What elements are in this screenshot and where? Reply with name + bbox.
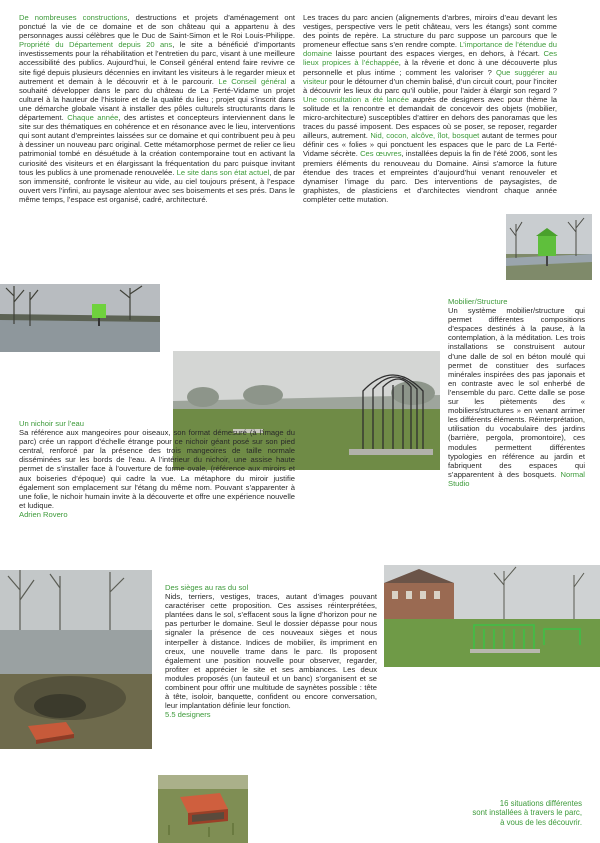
text-run: Les traces du parc ancien (alignements d’arbres, miroirs d’eau devant les vestiges, perspective vers le petit château, vers les étangs) sont comme des points de repère. La structure du parc suppose un parcours que le promeneur effectue sans s’en rendre compte. (303, 13, 557, 50)
nichoir-body: Sa référence aux mangeoires pour oiseaux, son format démesuré (à l’image du parc) crée un rapport d’échelle étrange pour ce nichoir géant posé sur son pied central, renforcé par la présence des trois mangeoires de taille normale disséminées sur les bords de l’eau. A l’intérieur du nichoir, une assise haute permet de s’installer face à l’ouverture de forme ovale, (référence aux miroirs et aux boiseries d’époque) qui cadre la vue. La métaphore du miroir justifie également son emplacement sur l’étang du même nom. Pouvant s’apparenter à une folie, le nichoir humain invite à la découverte et offre une expérience nouvelle et ludique. (19, 428, 295, 510)
sieges-title: Des sièges au ras du sol (165, 583, 249, 592)
text-run: autant de termes pour définir ces « folies » qui ponctuent les espaces que le parc de La Ferté-Vidame sécrète. (303, 131, 558, 159)
sieges-author: 5.5 designers (165, 710, 211, 720)
highlight-phrase: Le site dans son état actuel (176, 167, 270, 177)
highlight-phrase: Chaque année (67, 113, 119, 123)
highlight-phrase: L’importance de l’étendue du domaine (303, 40, 557, 59)
highlight-phrase: Le Conseil général (218, 76, 287, 86)
nichoir-author: Adrien Rovero (19, 509, 68, 519)
text-run: , le site a bénéficié d’importants investissements pour la réhabilitation et l’entretien du parc, visant à une meilleure accessibilité des publics. Aujourd’hui, le Conseil général entend faire revivre ce site figé depuis plusieurs décennies en invitant les visiteurs à le regarder mieux et autrement et demain à le découvrir et à le parcourir. (19, 40, 295, 86)
text-run: , de par son immensité, confronte le visiteur au vide, au ciel toujours présent, à l’espace ouvert vers l’infini, au paysage alentour avec ses boisements et ses prés. Dans le même temps, l’espace est organisé, cadré, architecturé. (19, 167, 295, 204)
highlight-phrase: Que suggérer au visiteur (303, 67, 557, 86)
text-run: a souhaité développer dans le parc du château de La Ferté-Vidame un projet culturel à la hauteur de l’histoire et de la qualité du lieu ; projet qui s’inscrit dans une démarche globale visant à installer des pôles culturels structurants dans le département. (19, 76, 296, 123)
highlight-phrase: De nombreuses constructions (19, 13, 128, 22)
sieges-body: Nids, terriers, vestiges, traces, autant d’images pouvant caractériser cette proposition. Ces assises réinterprétées, plantées dans le sol, s’effacent sous la ligne d’horizon pour ne pas perturber le domaine. Seul le dossier dépasse pour nous signaler la présence de ces nouveaux sièges et nous interpeller à distance. Indices de mobilier, ils impriment en creux, une nouvelle trame dans le parc. Ils proposent également une position nouvelle pour observer, regarder, profiter et apprécier le site et ses ambiances. Les deux modules proposés (un fauteuil et un banc) s’organisent et se combinent pour offrir une multitude de saynètes possible : tête à tête, isoloir, banquette, confident ou encore conversation, leur implantation définie leur fonction. (165, 592, 377, 711)
text-run: pour le détourner d’un chemin balisé, d’un circuit court, pour l’inciter à découvrir les lieux du parc qu’il oublie, pour l’aider à élargir son regard ? (303, 76, 557, 95)
footer-note (472, 799, 582, 827)
text-run: laisse pourtant des espaces vierges, en dehors, à l’écart. (332, 49, 544, 59)
photo-structure-chateau (384, 565, 600, 667)
text-run: auprès de designers avec pour thème la solitude et la rencontre et demandait de concevoir des objets (mobilier, micro-architecture) susceptibles d’attirer en dehors des panoramas que les traces du passé imposent. Des espaces où se poser, se reposer, regarder ailleurs, autrement. (303, 94, 557, 141)
text-run: , à la rêverie et donc à une découverte plus personnelle et plus intime ; comment les valoriser ? (303, 58, 557, 77)
text-run: , destructions et projets d’aménagement ont ponctué la vie de ce domaine et de son château qui a appartenu à des personnages aussi célèbres que le Duc de Saint-Simon et le Roi Louis-Philippe. (19, 13, 295, 41)
mobilier-title: Mobilier/Structure (448, 297, 508, 306)
intro-column-left (19, 13, 295, 204)
footer-note-line: sont installées à travers le parc, (472, 808, 582, 818)
mobilier-author: Normal Studio (448, 469, 585, 488)
photo-nichoir-pond (0, 284, 160, 352)
text-run: , installées depuis la fin de l’été 2006, sont les premiers éléments du renouveau du Domaine. Ainsi s’amorce la future étendue des traces et empreintes d’aujourd’hui venant renouveler et dynamiser l’image du parc. Des interventions de paysagistes, de graphistes, de plasticiens et d’architectes viendront chaque année compléter cette mutation. (303, 149, 557, 204)
mobilier-body: Un système mobilier/structure qui permet différentes compositions d’espaces destinés à la pause, à la contemplation, à la méditation. Les trois installations se construisent autour d’une dalle de sol en béton moulé qui permet de constituer des surfaces minérales inspirées des pas japonais et en contraste avec le sol enherbé de l’ensemble du parc. Cette dalle se pose sur les piètements des « mobiliers/structures » en venant arrimer les différents éléments. Réinterprétation, utilisation du vocabulaire des jardins (barrière, pergola, promontoire), ces modules permettent différentes typologies en référence au jardin et fabriquent des espaces qui s’apparentent à des bosquets. Normal Studio (448, 306, 585, 488)
nichoir-section (19, 419, 295, 519)
footer-note-line: à vous de les découvrir. (500, 817, 582, 827)
photo-sieges-pond (0, 570, 152, 749)
highlight-phrase: Ces œuvres (360, 149, 402, 159)
footer-note-line: 16 situations différentes (499, 799, 582, 808)
intro-column-right (303, 13, 557, 204)
photo-nichoir-far (506, 214, 592, 280)
sieges-section (165, 583, 377, 719)
highlight-phrase: Une consultation a été lancée (303, 94, 409, 104)
highlight-phrase: Nid, cocon, alcôve, îlot, bosquet (370, 131, 480, 141)
photo-siege-grass (158, 775, 248, 843)
nichoir-title: Un nichoir sur l’eau (19, 419, 84, 428)
highlight-phrase: Propriété du Département depuis 20 ans (19, 40, 173, 50)
highlight-phrase: Ces lieux propices à l’échappée (303, 49, 557, 68)
mobilier-section (448, 297, 585, 488)
text-run: , des artistes et concepteurs interviennent dans le site sur des thématiques en cohérence et en résonance avec le lieu, interventions qui sont autant d’empreintes laissées sur ce domaine et qui contribuent peu à peu à dessiner un nouveau parc original. Cette métamorphose permet de relier ce lieu patrimonial tombé en désuétude à la création contemporaine tout en activant la curiosité des visiteurs et en élargissant la fréquentation du parc puisque invitant tous les publics à une promenade renouvelée. (19, 113, 296, 177)
